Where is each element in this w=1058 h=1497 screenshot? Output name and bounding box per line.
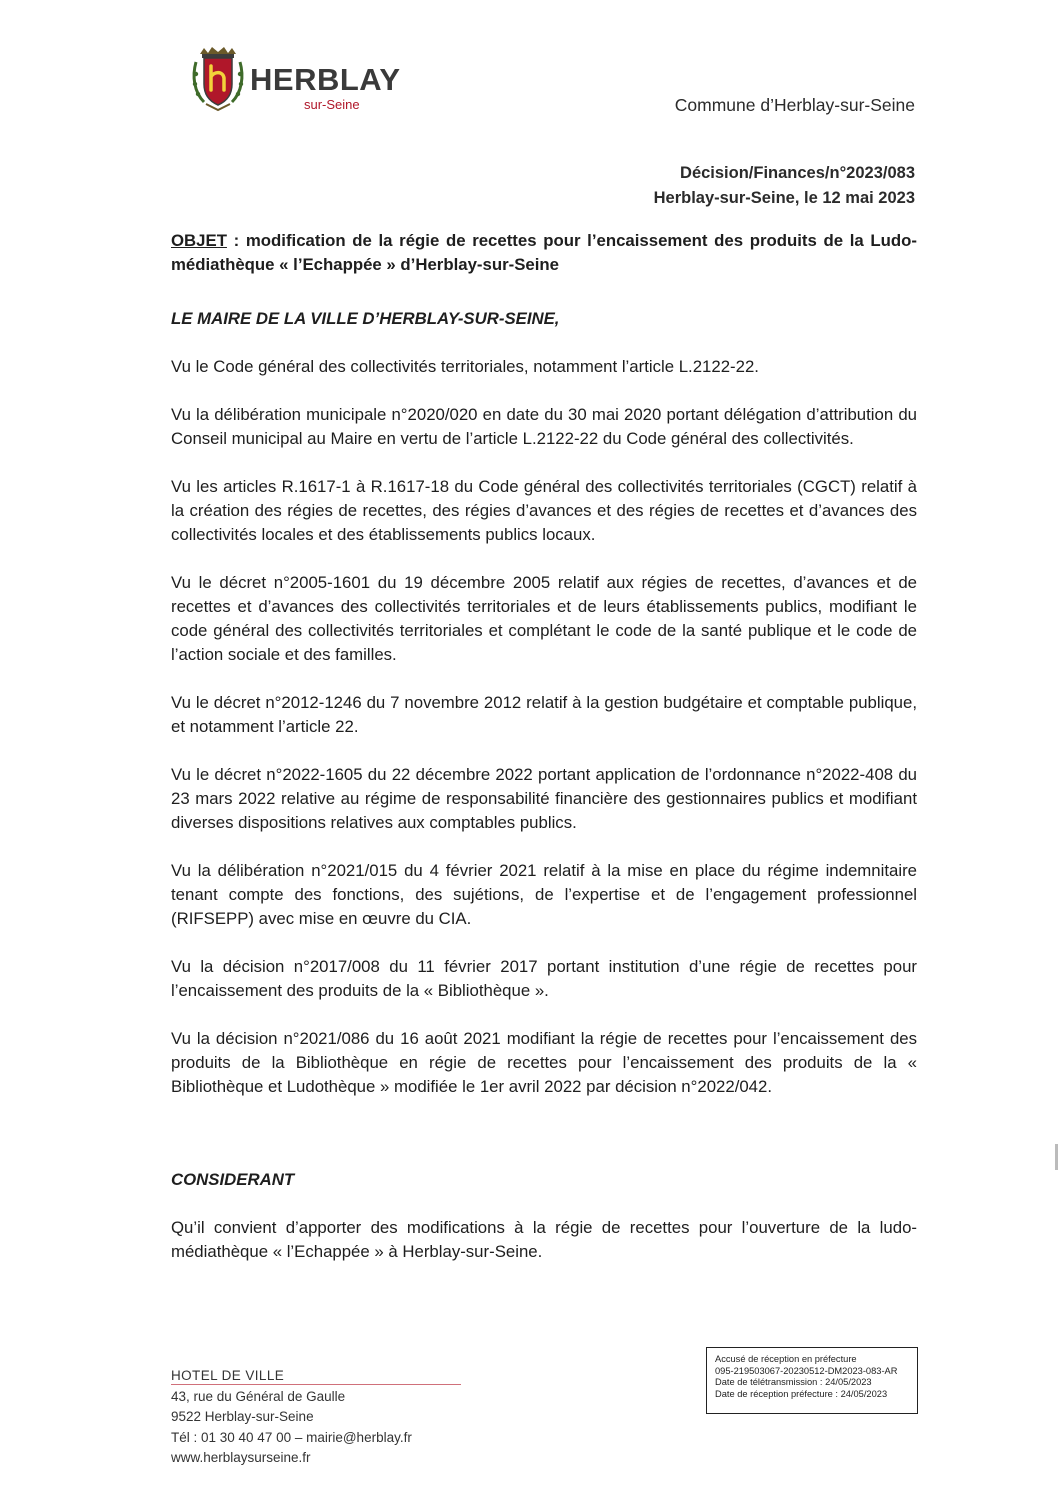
vu-paragraph: Vu la délibération municipale n°2020/020 en date du 30 mai 2020 portant délégation d’attribution du Conseil municipal au Maire en vertu de l’article L.2122-22 du Code général des collectivités. xyxy=(171,405,917,448)
stamp-line: Date de réception préfecture : 24/05/2023 xyxy=(715,1388,888,1399)
stamp-line: Date de télétransmission : 24/05/2023 xyxy=(715,1377,872,1387)
footer-address xyxy=(171,1366,471,1469)
herblay-logo xyxy=(190,46,420,116)
vu-paragraph: Vu le Code général des collectivités territoriales, notamment l’article L.2122-22. xyxy=(171,357,759,376)
decision-date: Herblay-sur-Seine, le 12 mai 2023 xyxy=(653,189,915,207)
vu-paragraph: Vu la décision n°2017/008 du 11 février 2017 portant institution d’une régie de recettes pour l’encaissement des produits de la « Bibliothèque ». xyxy=(171,957,917,1000)
prefecture-receipt-stamp xyxy=(706,1347,918,1414)
vu-paragraph: Vu les articles R.1617-1 à R.1617-18 du Code général des collectivités territoriales (CGCT) relatif à la création des régies de recettes, des régies d’avances et des régies de recettes et d’avances des collectivités locales et des établissements publics locaux. xyxy=(171,477,917,544)
objet-text: : modification de la régie de recettes pour l’encaissement des produits de la Ludo-médiathèque « l’Echappée » d’Herblay-sur-Seine xyxy=(171,231,917,274)
vu-paragraph: Vu le décret n°2012-1246 du 7 novembre 2012 relatif à la gestion budgétaire et comptable publique, et notamment l’article 22. xyxy=(171,693,917,736)
vu-paragraph: Vu la délibération n°2021/015 du 4 février 2021 relatif à la mise en place du régime indemnitaire tenant compte des fonctions, des sujétions, de l’expertise et de l’engagement professionnel (RIFSEPP) avec mise en œuvre du CIA. xyxy=(171,861,917,928)
coat-of-arms-icon xyxy=(190,46,246,112)
footer-line: www.herblaysurseine.fr xyxy=(171,1450,311,1465)
stamp-line: 095-219503067-20230512-DM2023-083-AR xyxy=(715,1365,898,1376)
objet-paragraph xyxy=(171,229,917,277)
footer-line: Tél : 01 30 40 47 00 – mairie@herblay.fr xyxy=(171,1429,412,1445)
vu-paragraph-list xyxy=(171,355,917,1123)
vu-paragraph: Vu le décret n°2022-1605 du 22 décembre 2022 portant application de l’ordonnance n°2022-408 du 23 mars 2022 relative au régime de responsabilité financière des gestionnaires publics et modifiant diverses dispositions relatives aux comptables publics. xyxy=(171,765,917,832)
footer-line: 43, rue du Général de Gaulle xyxy=(171,1388,346,1404)
vu-paragraph: Vu le décret n°2005-1601 du 19 décembre 2005 relatif aux régies de recettes, d’avances et de recettes et d’avances des collectivités territoriales et de leurs établissements publics, modifiant le code général des collectivités territoriales et complétant le code de la santé publique et le code de l’action sociale et des familles. xyxy=(171,573,917,664)
maire-heading: LE MAIRE DE LA VILLE D’HERBLAY-SUR-SEINE, xyxy=(171,309,560,328)
logo-subtitle: sur-Seine xyxy=(304,97,360,112)
footer-line: 9522 Herblay-sur-Seine xyxy=(171,1409,314,1424)
footer-line: HOTEL DE VILLE xyxy=(171,1368,285,1383)
commune-name: Commune d’Herblay-sur-Seine xyxy=(674,95,915,115)
vu-paragraph: Vu la décision n°2021/086 du 16 août 2021 modifiant la régie de recettes pour l’encaissement des produits de la Bibliothèque en régie de recettes pour l’encaissement des produits de la « Bibliothèque et Ludothèque » modifiée le 1er avril 2022 par décision n°2022/042. xyxy=(171,1029,917,1096)
considerant-paragraph: Qu’il convient d’apporter des modifications à la régie de recettes pour l’ouverture de la ludo-médiathèque « l’Echappée » à Herblay-sur-Seine. xyxy=(171,1218,917,1261)
objet-label: OBJET xyxy=(171,231,227,250)
decision-reference-block xyxy=(654,161,915,211)
stamp-line: Accusé de réception en préfecture xyxy=(715,1354,857,1364)
logo-name: HERBLAY xyxy=(250,62,401,97)
considerant-heading: CONSIDERANT xyxy=(171,1170,295,1189)
decision-number: Décision/Finances/n°2023/083 xyxy=(680,164,915,182)
